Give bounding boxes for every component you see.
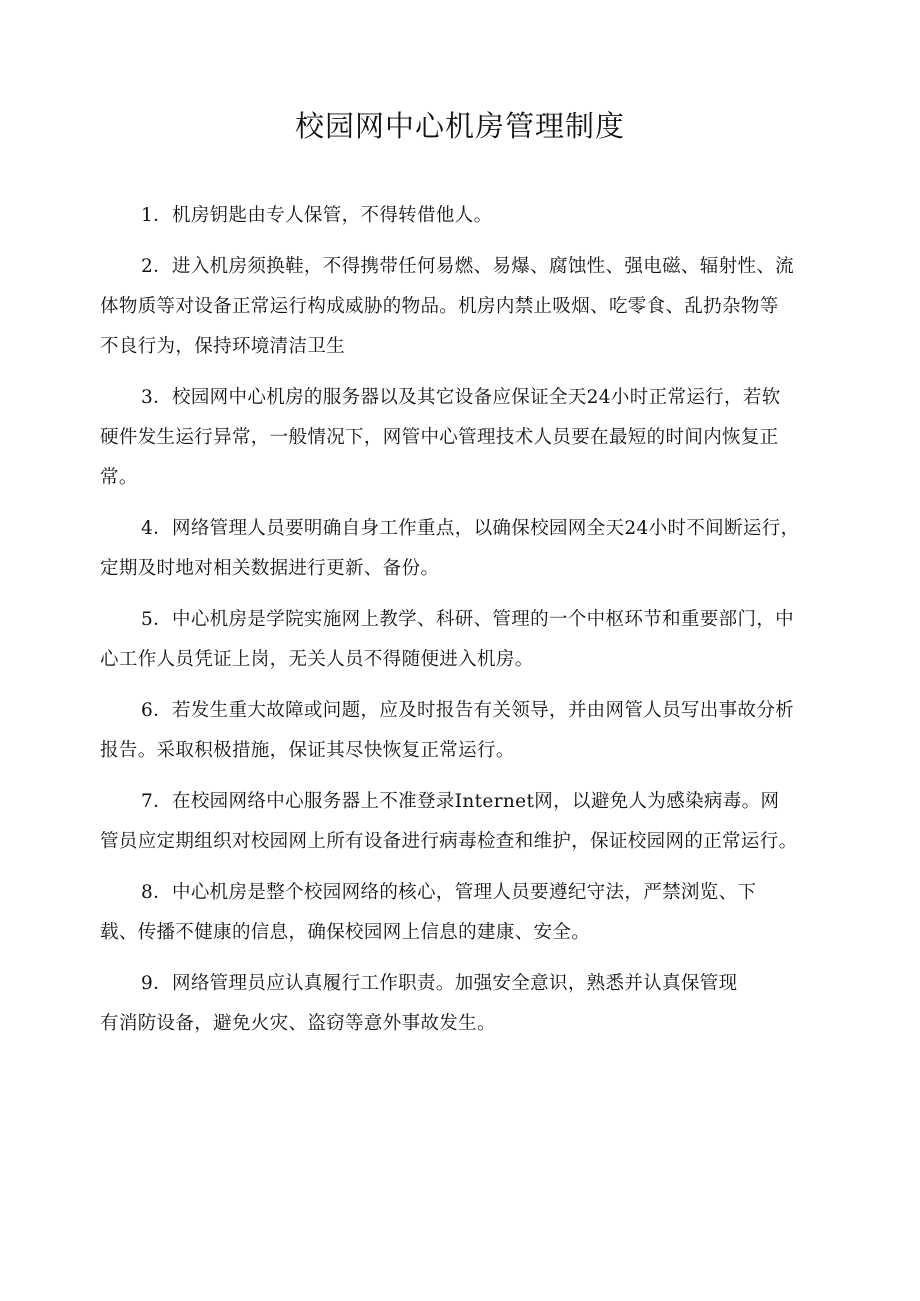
rule-line: 载、传播不健康的信息，确保校园网上信息的建康、安全。 (100, 922, 591, 943)
rule-line: 9．网络管理员应认真履行工作职责。加强安全意识，熟悉并认真保管现 (141, 973, 738, 994)
rule-item-6 (100, 691, 842, 771)
rule-item-3 (100, 378, 842, 498)
rule-item-7 (100, 782, 842, 862)
rule-line: 不良行为，保持环境清洁卫生 (100, 336, 346, 357)
rule-item-5 (100, 600, 842, 680)
rule-line: 常。 (100, 467, 138, 488)
rule-line: 5．中心机房是学院实施网上教学、科研、管理的一个中枢环节和重要部门，中 (141, 609, 795, 630)
document-title: 校园网中心机房管理制度 (294, 109, 625, 143)
rule-line: 8．中心机房是整个校园网络的核心，管理人员要遵纪守法，严禁浏览、下 (141, 882, 757, 903)
rule-item-9 (100, 964, 842, 1044)
rule-line: 体物质等对设备正常运行构成威胁的物品。机房内禁止吸烟、吃零食、乱扔杂物等 (100, 296, 779, 317)
rule-line: 定期及时地对相关数据进行更新、备份。 (100, 558, 440, 579)
document-body (100, 196, 842, 1055)
rule-line: 7．在校园网络中心服务器上不准登录Internet网，以避免人为感染病毒。网 (141, 791, 780, 812)
rule-line: 管员应定期组织对校园网上所有设备进行病毒检查和维护，保证校园网的正常运行。 (100, 831, 798, 852)
rule-line: 报告。采取积极措施，保证其尽快恢复正常运行。 (100, 740, 515, 761)
rule-line: 6．若发生重大故障或问题，应及时报告有关领导，并由网管人员写出事故分析 (141, 700, 795, 721)
rule-item-2 (100, 247, 842, 367)
rule-line: 4．网络管理人员要明确自身工作重点，以确保校园网全天24小时不间断运行， (141, 518, 800, 539)
rule-line: 2．进入机房须换鞋，不得携带任何易燃、易爆、腐蚀性、强电磁、辐射性、流 (141, 256, 795, 277)
rule-line: 心工作人员凭证上岗，无关人员不得随便进入机房。 (100, 649, 534, 670)
rule-line: 1．机房钥匙由专人保管，不得转借他人。 (141, 205, 493, 226)
rule-line: 3．校园网中心机房的服务器以及其它设备应保证全天24小时正常运行，若软 (141, 387, 781, 408)
rule-item-4 (100, 509, 842, 589)
rule-item-8 (100, 873, 842, 953)
rule-line: 硬件发生运行异常，一般情况下，网管中心管理技术人员要在最短的时间内恢复正 (100, 427, 779, 448)
rule-line: 有消防设备，避免火灾、盗窃等意外事故发生。 (100, 1013, 496, 1034)
rule-item-1 (100, 196, 842, 236)
